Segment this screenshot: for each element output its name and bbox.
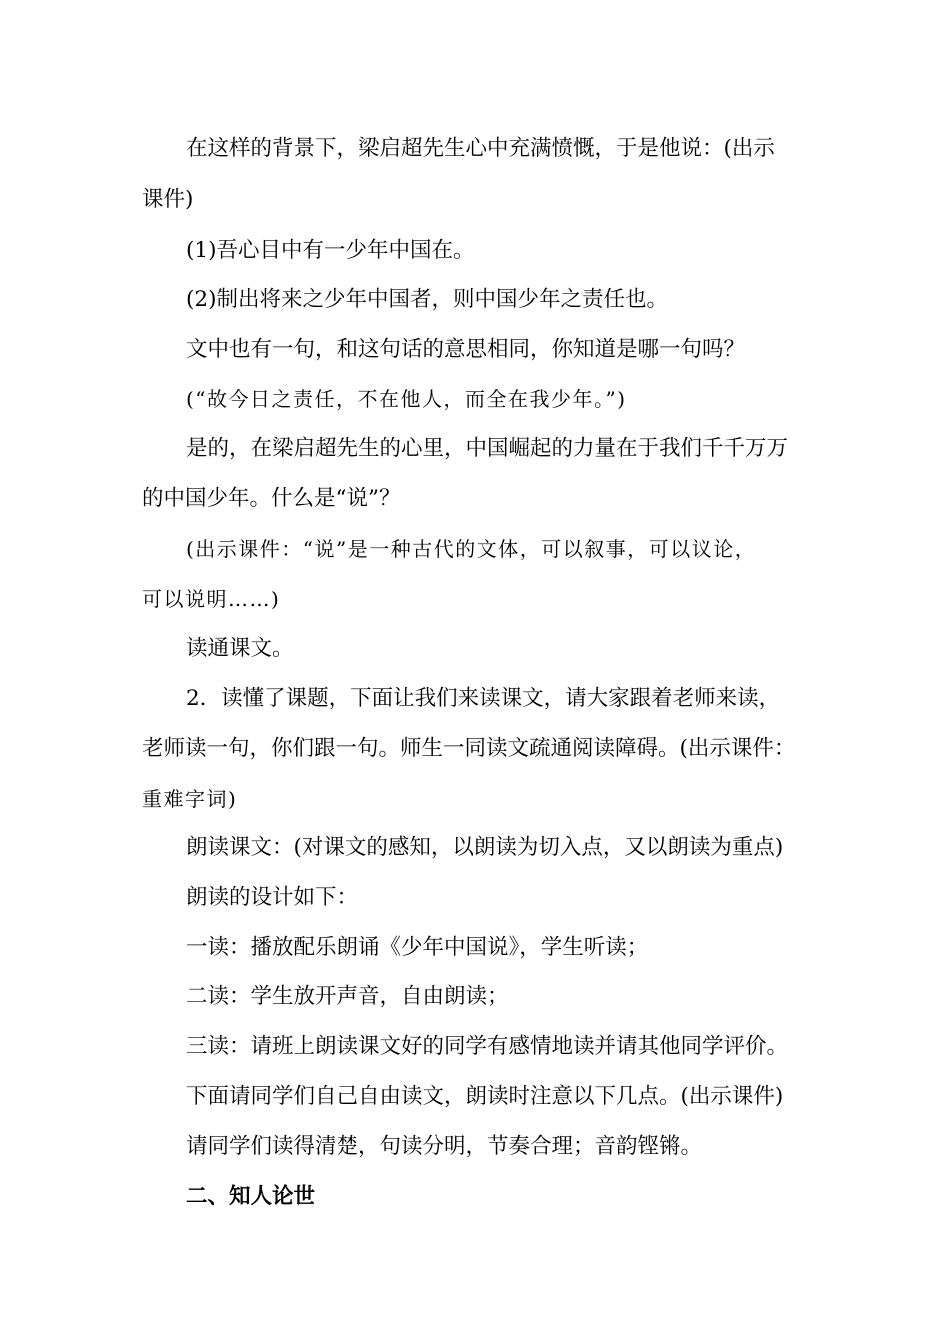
paragraph-line: 是的，在梁启超先生的心里，中国崛起的力量在于我们千千万万 (186, 436, 789, 461)
paragraph-line: 老师读一句，你们跟一句。师生一同读文疏通阅读障碍。(出示课件： (142, 736, 796, 761)
paragraph-line: 三读：请班上朗读课文好的同学有感情地读并请其他同学评价。 (186, 1034, 789, 1059)
paragraph-line: 二读：学生放开声音，自由朗读； (186, 984, 509, 1009)
paragraph-line: 下面请同学们自己自由读文，朗读时注意以下几点。(出示课件) (186, 1084, 784, 1109)
paragraph-line: (2)制出将来之少年中国者，则中国少年之责任也。 (186, 287, 668, 312)
paragraph-line: 可以说明……) (142, 587, 281, 611)
paragraph-line: 2．读懂了课题，下面让我们来读课文，请大家跟着老师来读， (186, 686, 781, 711)
paragraph-line: 课件) (142, 187, 194, 212)
paragraph-line: 读通课文。 (186, 636, 294, 661)
paragraph-line: (出示课件：“说”是一种古代的文体，可以叙事，可以议论， (186, 537, 757, 561)
section-heading: 二、知人论世 (186, 1184, 316, 1209)
paragraph-line: 一读：播放配乐朗诵《少年中国说》，学生听读； (186, 935, 649, 960)
paragraph-line: 的中国少年。什么是“说”？ (142, 486, 401, 511)
paragraph-line: 重难字词) (142, 787, 238, 811)
paragraph-line: (1)吾心目中有一少年中国在。 (186, 238, 475, 263)
paragraph-line: 请同学们读得清楚，句读分明，节奏合理；音韵铿锵。 (186, 1134, 703, 1159)
paragraph-line: (“故今日之责任，不在他人，而全在我少年。”) (186, 387, 627, 411)
paragraph-line: 在这样的背景下，梁启超先生心中充满愤慨，于是他说：(出示 (186, 136, 775, 161)
paragraph-line: 文中也有一句，和这句话的意思相同，你知道是哪一句吗？ (186, 337, 746, 362)
paragraph-line: 朗读的设计如下： (186, 885, 359, 910)
paragraph-line: 朗读课文：(对课文的感知，以朗读为切入点，又以朗读为重点) (186, 835, 784, 860)
